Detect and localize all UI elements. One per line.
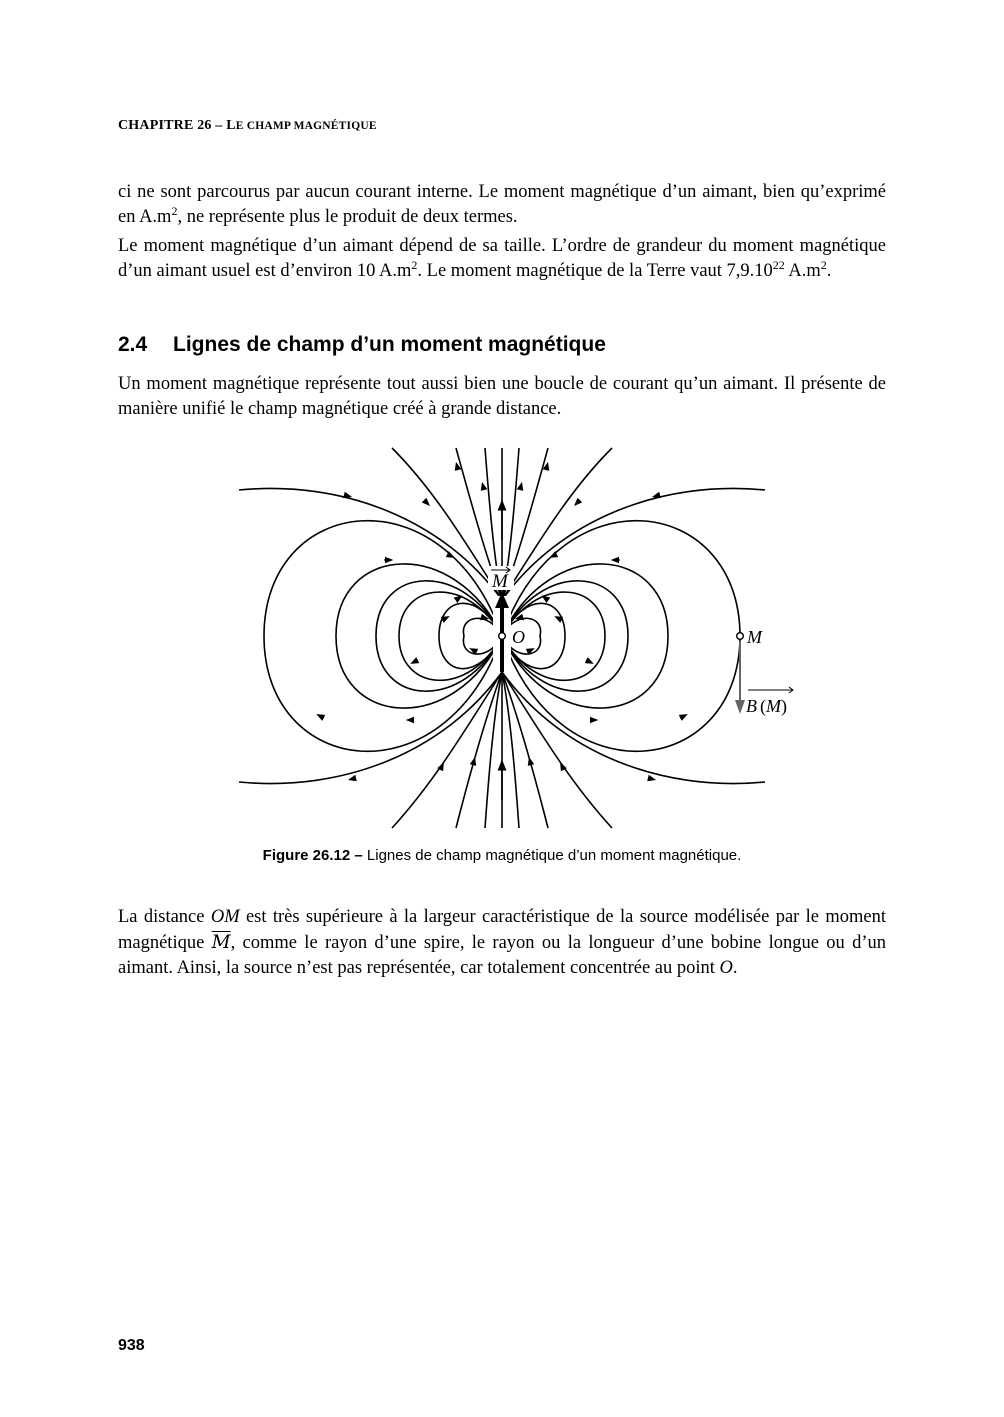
caption-sep: – — [350, 847, 367, 864]
B-symbol: B — [746, 696, 757, 716]
p1-sup: 2 — [171, 203, 178, 218]
open-tl4 — [239, 488, 502, 600]
loop-l3 — [399, 592, 502, 680]
p4-moment-symbol: $\overline{M}$ — [211, 932, 231, 953]
point-M-label: M — [747, 627, 762, 647]
open-bl2 — [456, 672, 502, 828]
section-title: Lignes de champ d’un moment magnétique — [173, 333, 606, 356]
chapter-title-initial: L — [226, 118, 236, 133]
B-label — [746, 687, 793, 717]
open-tr3 — [502, 448, 612, 600]
p2-text-d: . — [826, 261, 832, 281]
p2-text-a: Le moment magnétique d’un aimant dépend de sa taille. L’ordre de grandeur du moment magnétique d’un aimant usuel est d’environ 10 A.m — [118, 236, 886, 281]
paragraph-1 — [118, 180, 886, 230]
moment-symbol: M — [492, 571, 508, 592]
moment-vector — [493, 592, 511, 672]
field-lines-figure — [230, 440, 810, 835]
running-header — [118, 118, 377, 134]
B-argument: M — [766, 696, 781, 716]
caption-label: Figure 26.12 — [262, 847, 351, 864]
p2-sup-1: 2 — [411, 257, 418, 272]
paragraph-2 — [118, 234, 886, 284]
chapter-title: E CHAMP MAGNÉTIQUE — [235, 120, 377, 132]
p1-text-b: , ne représente plus le produit de deux termes. — [177, 207, 518, 227]
paragraph-3: Un moment magnétique représente tout aussi bien une boucle de courant qu’un aimant. Il présente de manière unifié le champ magnétique créé à grande distance. — [118, 374, 886, 419]
open-bl3 — [392, 672, 502, 828]
loop-r6 — [502, 521, 740, 752]
p1-text-a: ci ne sont parcourus par aucun courant interne. Le moment magnétique d’un aimant, bien qu’exprimé en A.m — [118, 182, 886, 227]
p4-om: OM — [210, 907, 240, 927]
p2-sup-3: 2 — [820, 257, 827, 272]
caption-text: Lignes de champ magnétique d’un moment magnétique. — [366, 847, 742, 864]
point-M-marker — [737, 633, 744, 640]
moment-label — [488, 566, 514, 592]
figure-caption — [0, 847, 1004, 864]
open-tr4 — [502, 488, 765, 600]
p4-text-a: La distance — [118, 907, 211, 927]
open-br4 — [502, 672, 765, 784]
p2-text-b: . Le moment magnétique de la Terre vaut 7,9.10 — [417, 261, 773, 281]
B-vector-head — [735, 700, 745, 714]
section-number: 2.4 — [118, 333, 148, 356]
section-heading — [118, 333, 606, 357]
svg-text:B(M): B (M) — [746, 696, 787, 716]
p2-text-c: A.m — [784, 261, 821, 281]
point-O-label: O — [512, 627, 525, 647]
p4-text-d: . — [732, 958, 738, 978]
open-tl3 — [392, 448, 502, 600]
p4-text-c: , comme le rayon d’une spire, le rayon ou la longueur d’une bobine longue ou d’un aimant. Ainsi, la source n’est pas représentée, car totalement concentrée au point — [118, 933, 886, 978]
chapter-label: CHAPITRE 26 – — [118, 118, 227, 133]
open-bl4 — [239, 672, 502, 784]
loop-l6 — [264, 521, 502, 752]
p4-point-o: O — [719, 958, 733, 978]
p4-text-b: est très supérieure à la largeur caractéristique de la source modélisée par le moment magnétique — [118, 907, 886, 953]
paragraph-4 — [118, 905, 886, 981]
page-number: 938 — [118, 1337, 145, 1354]
p2-sup-2: 22 — [772, 257, 785, 272]
open-br2 — [502, 672, 548, 828]
open-br3 — [502, 672, 612, 828]
